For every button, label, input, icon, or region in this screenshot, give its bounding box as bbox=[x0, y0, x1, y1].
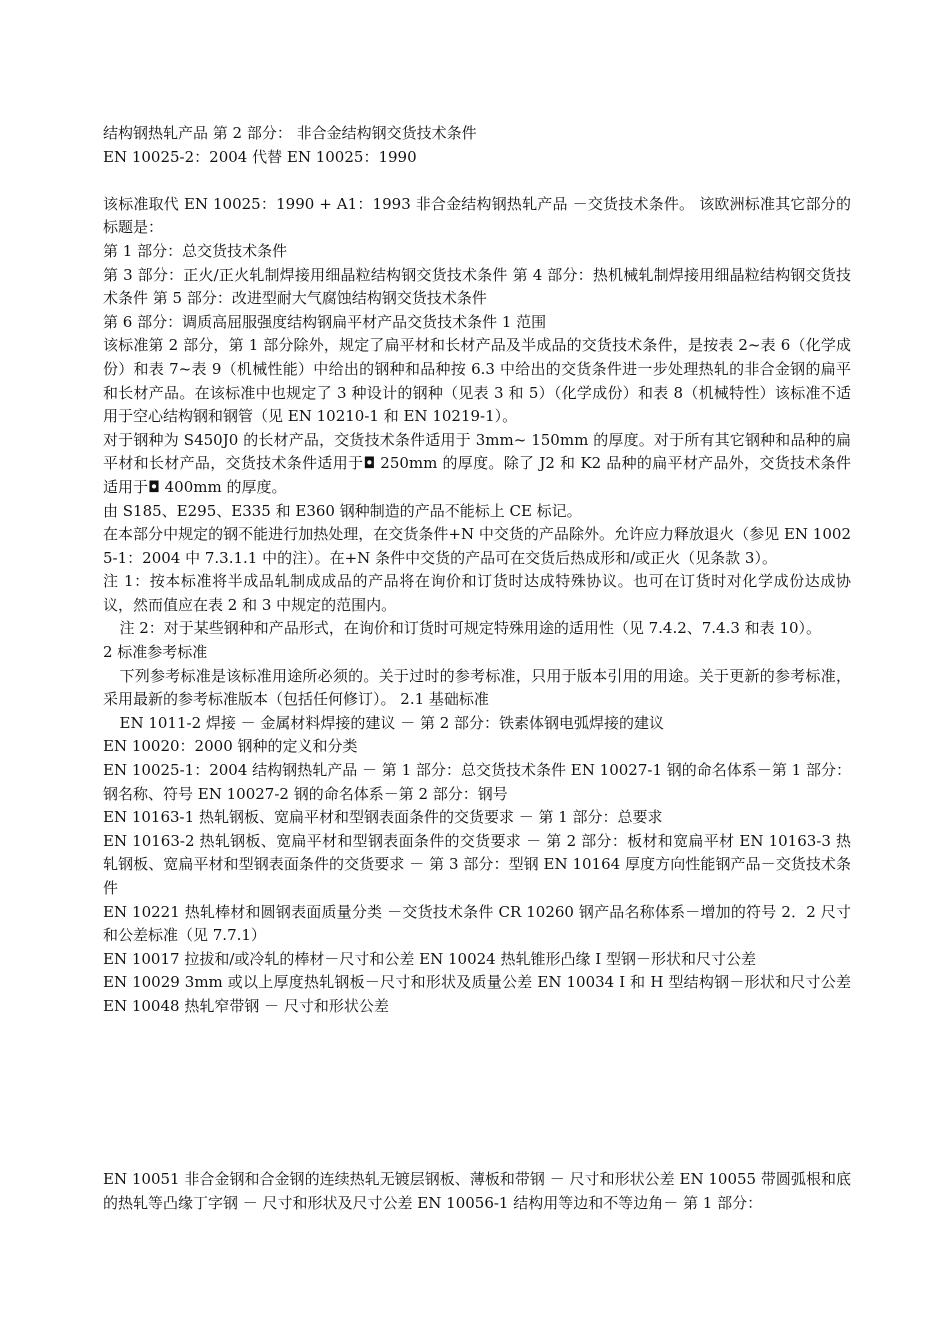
blank-line bbox=[103, 169, 851, 193]
main-text-block bbox=[103, 122, 851, 1019]
reference-en-10029: EN 10029 3mm 或以上厚度热轧钢板－尺寸和形状及质量公差 EN 10034 I 和 H 型结构钢－形状和尺寸公差 EN 10048 热轧窄带钢 － 尺寸和形状公差 bbox=[103, 973, 851, 1015]
section-heading-references: 2 标准参考标准 bbox=[103, 643, 208, 662]
paragraph-scope-text: 该标准第 2 部分，第 1 部分除外，规定了扁平材和长材产品及半成品的交货技术条件，是按表 2~表 6（化学成份）和表 7~表 9（机械性能）中给出的钢种和品种按 6.3 中给出的交货条件进一步处理热轧的非合金钢的扁平和长材产品。在该标准中也规定了 3 种设计的钢种（见表 3 和 5）（化学成份）和表 8（机械特性）该标准不适用于空心结构钢和钢管（见 EN 10210-1 和 EN 10219-1）。 bbox=[103, 336, 851, 426]
reference-en-10163-1: EN 10163-1 热轧钢板、宽扁平材和型钢表面条件的交货要求 － 第 1 部分：总要求 bbox=[103, 808, 663, 827]
paragraph-note-1: 注 1：按本标准将半成品轧制成成品的产品将在询价和订货时达成特殊协议。也可在订货时对化学成份达成协议，然而值应在表 2 和 3 中规定的范围内。 bbox=[103, 572, 851, 614]
reference-en-10025-1: EN 10025-1：2004 结构钢热轧产品 － 第 1 部分：总交货技术条件 EN 10027-1 钢的命名体系－第 1 部分：钢名称、符号 EN 10027-2 钢的命名体系－第 2 部分：钢号 bbox=[103, 761, 851, 803]
reference-en-10017: EN 10017 拉拔和/或冷轧的棒材－尺寸和公差 EN 10024 热轧锥形凸缘 I 型钢－形状和尺寸公差 bbox=[103, 949, 756, 968]
paragraph-replaces: 该标准取代 EN 10025：1990 + A1：1993 非合金结构钢热轧产品 －交货技术条件。 该欧洲标准其它部分的标题是： bbox=[103, 194, 851, 237]
paragraph-note-2: 注 2：对于某些钢种和产品形式，在询价和订货时可规定特殊用途的适用性（见 7.4.2、7.4.3 和表 10）。 bbox=[119, 619, 822, 638]
paragraph-part-1: 第 1 部分：总交货技术条件 bbox=[103, 241, 288, 260]
paragraph-ce-mark: 由 S185、E295、E335 和 E360 钢种制造的产品不能标上 CE 标记。 bbox=[103, 501, 582, 520]
reference-en-1011-2: EN 1011-2 焊接 － 金属材料焊接的建议 － 第 2 部分：铁素体钢电弧焊接的建议 bbox=[119, 713, 665, 732]
paragraph-parts-3-5: 第 3 部分：正火/正火轧制焊接用细晶粒结构钢交货技术条件 第 4 部分：热机械轧制焊接用细晶粒结构钢交货技术条件 第 5 部分：改进型耐大气腐蚀结构钢交货技术条件 bbox=[103, 265, 851, 308]
bottom-text-block bbox=[103, 1168, 851, 1215]
reference-en-10221: EN 10221 热轧棒材和圆钢表面质量分类 －交货技术条件 CR 10260 钢产品名称体系－增加的符号 2．2 尺寸和公差标准（见 7.7.1） bbox=[103, 902, 851, 945]
document-code: EN 10025-2：2004 代替 EN 10025：1990 bbox=[103, 147, 417, 166]
reference-en-10020: EN 10020：2000 钢种的定义和分类 bbox=[103, 737, 358, 756]
paragraph-heat-treatment: 在本部分中规定的钢不能进行加热处理，在交货条件+N 中交货的产品除外。允许应力释放退火（参见 EN 10025-1：2004 中 7.3.1.1 中的注）。在+N 条件中交货的产品可在交货后热成形和/或正火（见条款 3）。 bbox=[103, 525, 851, 567]
paragraph-references-intro: 下列参考标准是该标准用途所必须的。关于过时的参考标准，只用于版本引用的用途。关于更新的参考标准，采用最新的参考标准版本（包括任何修订）。 2.1 基础标准 bbox=[103, 666, 851, 709]
document-title: 结构钢热轧产品 第 2 部分： 非合金结构钢交货技术条件 bbox=[103, 124, 477, 142]
reference-en-10163-2: EN 10163-2 热轧钢板、宽扁平材和型钢表面条件的交货要求 － 第 2 部分：板材和宽扁平材 EN 10163-3 热轧钢板、宽扁平材和型钢表面条件的交货要求 － 第 3 部分：型钢 EN 10164 厚度方向性能钢产品－交货技术条件 bbox=[103, 831, 851, 897]
paragraph-part-6-scope: 第 6 部分：调质高屈服强度结构钢扁平材产品交货技术条件 1 范围 bbox=[103, 312, 547, 331]
paragraph-thickness: 对于钢种为 S450J0 的长材产品，交货技术条件适用于 3mm~ 150mm 的厚度。对于所有其它钢种和品种的扁平材和长材产品，交货技术条件适用于◘ 250mm 的厚度。除了 J2 和 K2 品种的扁平材产品外，交货技术条件适用于◘ 400mm 的厚度。 bbox=[103, 430, 851, 496]
reference-en-10051: EN 10051 非合金钢和合金钢的连续热轧无镀层钢板、薄板和带钢 － 尺寸和形状公差 EN 10055 带圆弧根和底的热轧等凸缘丁字钢 － 尺寸和形状及尺寸公差 EN 10056-1 结构用等边和不等边角－ 第 1 部分： bbox=[103, 1170, 851, 1212]
